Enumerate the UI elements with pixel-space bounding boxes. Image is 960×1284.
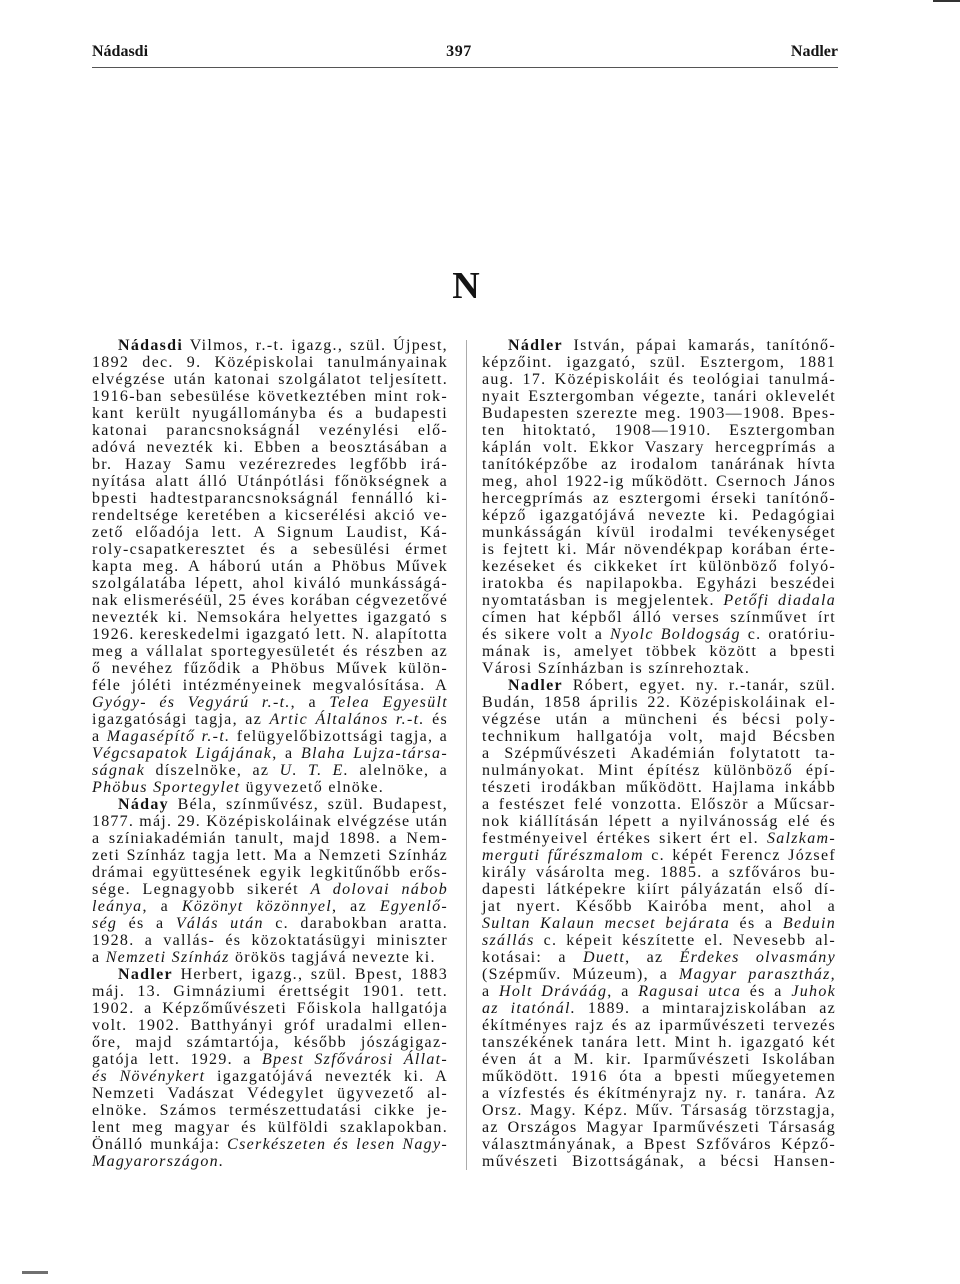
text-run: , az (625, 949, 680, 966)
text-line (92, 1017, 448, 1034)
entry-headword: Nadler (508, 677, 563, 694)
italic-title: Phöbus Sportegylet (92, 779, 241, 796)
text-line (482, 728, 836, 745)
text-run: kant került nyugállományba és a budapesti (92, 405, 448, 422)
text-run: és (424, 711, 449, 728)
text-run: dapesti látképekre kiírt pályázatán első dí- (482, 881, 836, 898)
line-content (118, 337, 448, 354)
italic-title: Cserkészeten és lesen Nagy- (227, 1136, 448, 1153)
text-line (482, 966, 836, 983)
text-run: Béla, színművész, szül. Budapest, (168, 796, 448, 813)
text-run: roly-csapatkeresztet és a sebesülési érmet (92, 541, 448, 558)
text-line (92, 524, 448, 541)
text-line (92, 898, 448, 915)
text-run: c. oratóriu- (740, 626, 837, 643)
text-run: nyomtatásban is megjelentek. (482, 592, 724, 609)
right-column (482, 337, 836, 1170)
text-line (92, 796, 448, 813)
line-content (92, 728, 448, 745)
line-content (482, 1000, 836, 1017)
text-line (482, 677, 836, 694)
text-line (92, 983, 448, 1000)
line-content (482, 983, 836, 1000)
text-run: a Szépművészeti Akadémián folytatott ta- (482, 745, 836, 762)
text-line (482, 1085, 836, 1102)
text-line (482, 915, 836, 932)
text-run: adóvá nevezték ki. Ebben a beosztásában a (92, 439, 448, 456)
text-run: rendeltsége keretében a kicserélési akció ve- (92, 507, 448, 524)
section-letter: N (452, 265, 480, 307)
dictionary-entry (92, 966, 448, 1170)
text-run: a (482, 983, 500, 1000)
italic-title: Érdekes olvasmány (679, 949, 836, 966)
dictionary-entry (482, 337, 836, 677)
text-line (482, 405, 836, 422)
italic-title: ságnak (92, 762, 146, 779)
italic-title: A dolovai nábob (310, 881, 448, 898)
text-run: és a (117, 915, 176, 932)
italic-title: Juhok (791, 983, 837, 1000)
text-line (92, 1085, 448, 1102)
text-line (482, 388, 836, 405)
line-content (482, 966, 836, 983)
italic-title: Válás után (175, 915, 264, 932)
text-line (482, 490, 836, 507)
text-line (92, 813, 448, 830)
text-line (92, 949, 448, 966)
text-line (482, 796, 836, 813)
entry-headword: Náday (118, 796, 169, 813)
text-run: a vízfestés és ékítményrajz ny. r. tanára. Az (482, 1085, 836, 1102)
text-line (92, 422, 448, 439)
text-run: 1928. a vallás- és közoktatásügyi miniszter (92, 932, 448, 949)
line-content (92, 694, 448, 711)
text-line (482, 337, 836, 354)
text-run: nak elismeréséül, 25 éves korában cégvezetővé (92, 592, 448, 609)
text-line (482, 456, 836, 473)
text-line (482, 898, 836, 915)
text-run: címen hat képből álló verses színművet írt (482, 609, 836, 626)
text-line (92, 1000, 448, 1017)
text-run: ő nevéhez fűződik a Phöbus Művek külön- (92, 660, 448, 677)
italic-title: Bpest Szfővárosi Állat- (262, 1051, 448, 1068)
text-run: munkásságán kívül irodalmi tevékenységet (482, 524, 836, 541)
text-line (482, 1051, 836, 1068)
text-run: képzőint. igazgató, szül. Esztergom, 1881 (482, 354, 836, 371)
text-line (92, 643, 448, 660)
text-line (92, 1051, 448, 1068)
text-line (482, 932, 836, 949)
text-run: Önálló munkája: (92, 1136, 228, 1153)
text-run: iratokba és napilapokba. Egyházi beszédei (482, 575, 836, 592)
line-content (482, 915, 836, 932)
text-line (92, 966, 448, 983)
text-run: c. képeit készítette el. Nevesebb al- (534, 932, 836, 949)
text-run: és a (741, 983, 792, 1000)
text-run: technikum hallgatója volt, majd Bécsben (482, 728, 836, 745)
text-run: 1926. kereskedelmi igazgató lett. N. alapította (92, 626, 448, 643)
text-line (92, 745, 448, 762)
line-content (92, 915, 448, 932)
text-line (92, 626, 448, 643)
running-header-right-word: Nadler (790, 43, 838, 60)
text-line (482, 1000, 836, 1017)
italic-title: Sultan Kalaun mecset bejárata (482, 915, 731, 932)
text-run: 1889. a mintarajziskolában az (576, 1000, 836, 1017)
line-content (508, 337, 836, 354)
text-run: br. Hazay Samu vezérezredes legfőbb irá- (92, 456, 448, 473)
text-line (482, 1136, 836, 1153)
line-content (92, 881, 448, 898)
text-run: kotásai: a (482, 949, 584, 966)
text-line (92, 864, 448, 881)
italic-title: Holt Dráváág (499, 983, 608, 1000)
text-run: (Szépműv. Múzeum), a (482, 966, 680, 983)
text-line (482, 1102, 836, 1119)
text-line (92, 558, 448, 575)
text-run: őre, majd számtartója, később jószágigaz- (92, 1034, 448, 1051)
text-line (482, 507, 836, 524)
text-line (482, 813, 836, 830)
text-run: 1916-ban sebesülése következtében mint rok- (92, 388, 448, 405)
text-run: király vásárolta meg. 1885. a szfőváros bu- (482, 864, 836, 881)
text-line (92, 507, 448, 524)
text-line (92, 609, 448, 626)
italic-title: és Növénykert (92, 1068, 206, 1085)
text-run: felügyelőbizottsági tagja, a (230, 728, 449, 745)
text-line (92, 337, 448, 354)
text-run: a (92, 728, 107, 745)
text-line (92, 677, 448, 694)
text-line (482, 864, 836, 881)
line-content (482, 932, 836, 949)
text-line (482, 762, 836, 779)
text-run: tészeti irodákban működött. Hajlama inkább (482, 779, 836, 796)
italic-title: Telea Egyesült (329, 694, 448, 711)
text-run: elvégzése után katonai szolgálatot teljesített. (92, 371, 448, 388)
text-run: tanítóképzőbe az irodalom tanárának hívta (482, 456, 836, 473)
text-line (92, 1102, 448, 1119)
text-line (482, 1119, 836, 1136)
italic-title: Petőfi diadala (723, 592, 836, 609)
text-line (92, 456, 448, 473)
text-run: féle jóléti intézményeinek megvalósítása. A (92, 677, 448, 694)
text-run: ten hitoktató, 1908—1910. Esztergomban (482, 422, 836, 439)
text-line (482, 1017, 836, 1034)
line-content (482, 830, 836, 847)
text-run: Budán, 1858 április 22. Középiskoláinak el- (482, 694, 836, 711)
text-line (92, 932, 448, 949)
italic-title: ség (92, 915, 118, 932)
italic-title: az itatónál. (482, 1000, 577, 1017)
text-line (92, 728, 448, 745)
text-line (482, 439, 836, 456)
text-line (482, 643, 836, 660)
text-line (92, 541, 448, 558)
line-content (92, 711, 448, 728)
line-content (92, 762, 448, 779)
text-run: meg, ahol 1922-ig működött. Csernoch János (482, 473, 836, 490)
text-line (92, 405, 448, 422)
text-line (482, 660, 836, 677)
text-run: mának is, amelyet többek között a bpesti (482, 643, 836, 660)
text-run: , a (290, 694, 330, 711)
text-line (482, 830, 836, 847)
text-run: díszelnöke, az (145, 762, 280, 779)
text-run: , a (607, 983, 639, 1000)
italic-title: Egyenlő- (379, 898, 448, 915)
text-line (92, 1153, 448, 1170)
text-run: Róbert, egyet. ny. r.-tanár, szül. (562, 677, 836, 694)
italic-title: Nemzeti Színház (105, 949, 230, 966)
text-line (92, 575, 448, 592)
text-line (482, 575, 836, 592)
text-line (482, 541, 836, 558)
line-content (92, 1051, 448, 1068)
text-run: szolgálatába lépett, ahol kiváló munkásságá- (92, 575, 448, 592)
text-run: festményeivel értékes sikert ért el. (482, 830, 767, 847)
text-run: alelnöke, a (349, 762, 448, 779)
text-run: 1902. a Képzőművészeti Főiskola hallgatója (92, 1000, 448, 1017)
text-run: nyait Esztergomban végezte, tanári oklevelét (482, 388, 836, 405)
text-run: választmányának, a Bpest Szfőváros Képző- (482, 1136, 836, 1153)
text-run: ékítményes rajz és az iparművészeti tervezés (482, 1017, 836, 1034)
italic-title: Salzkam- (766, 830, 836, 847)
text-run: nevezték ki. Nemsokára helyettes igazgató s (92, 609, 448, 626)
line-content (92, 745, 448, 762)
text-run: c. darabokban aratta. (263, 915, 449, 932)
text-run: és sikere volt a (482, 626, 610, 643)
italic-title: Blaha Lujza-társa- (300, 745, 448, 762)
text-line (482, 1068, 836, 1085)
text-run: máj. 13. Gimnáziumi érettségit 1901. tett. (92, 983, 448, 1000)
text-line (482, 847, 836, 864)
text-run: kezéseket és cikkeket írt különböző folyó- (482, 558, 836, 575)
italic-title: Magyar parasztház, (679, 966, 836, 983)
text-run: művészeti Bizottságának, a bécsi Hansen- (482, 1153, 836, 1170)
entry-headword: Nádler (508, 337, 563, 354)
text-line (92, 881, 448, 898)
text-line (482, 745, 836, 762)
italic-title: szállás (482, 932, 535, 949)
text-line (92, 660, 448, 677)
text-line (482, 881, 836, 898)
text-line (482, 1034, 836, 1051)
text-run: aug. 17. Középiskoláit és teológiai tanulmá- (482, 371, 836, 388)
text-line (482, 1153, 836, 1170)
text-run: gatója lett. 1929. a (92, 1051, 262, 1068)
italic-title: Ragusai utca (638, 983, 742, 1000)
text-run: igazgatósági tagja, az (92, 711, 270, 728)
text-line (482, 371, 836, 388)
text-run: bpesti hadtestparancsnokságnál fennálló ki- (92, 490, 448, 507)
text-run: sége. Legnagyobb sikerét (92, 881, 311, 898)
text-run: drámai együttesének egyik legkitűnőbb erős- (92, 864, 448, 881)
text-run: tanszékének tanára lett. Mint h. igazgató két (482, 1034, 836, 1051)
scan-mark (22, 1271, 48, 1274)
text-line (92, 847, 448, 864)
text-line (92, 711, 448, 728)
italic-title: U. T. E. (279, 762, 350, 779)
text-run: katonai parancsnokságnál vezénylési elő- (92, 422, 448, 439)
text-run: a színiakadémián tanult, majd 1898. a Nem- (92, 830, 448, 847)
text-run: és a (730, 915, 783, 932)
text-line (92, 915, 448, 932)
italic-title: Artic Általános r.-t. (269, 711, 425, 728)
dictionary-entry (92, 337, 448, 796)
text-run: c. képét Ferencz József (643, 847, 836, 864)
text-run: zető előadója lett. A Signum Laudist, Ká- (92, 524, 448, 541)
header-rule (92, 67, 838, 68)
scan-mark (933, 0, 960, 2)
text-run: elnöke. Számos természettudatási cikke je- (92, 1102, 448, 1119)
text-run: jat nyert. Később Kairóba ment, ahol a (482, 898, 836, 915)
italic-title: Magyarországon. (92, 1153, 225, 1170)
entry-headword: Nadler (118, 966, 173, 983)
text-run: hercegprímás az esztergomi érseki tanítónő- (482, 490, 836, 507)
text-line (92, 388, 448, 405)
text-run: Herbert, igazg., szül. Bpest, 1883 (172, 966, 448, 983)
line-content (482, 847, 836, 864)
text-run: örökös tagjává nevezte ki. (229, 949, 436, 966)
text-line (92, 490, 448, 507)
text-run: éven át a M. kir. Iparművészeti Iskolában (482, 1051, 836, 1068)
text-run: működött. 1916 óta a bpesti műegyetemen (482, 1068, 836, 1085)
text-line (482, 524, 836, 541)
text-line (92, 439, 448, 456)
text-line (482, 949, 836, 966)
text-run: is fejtett ki. Már növendékpap korában érte- (482, 541, 836, 558)
italic-title: Gyógy- és Vegyárú r.-t. (92, 694, 291, 711)
text-run: Nemzeti Vadászat Védegylet ügyvezető al- (92, 1085, 448, 1102)
line-content (92, 949, 436, 966)
line-content (92, 1136, 448, 1153)
text-run: , a (142, 898, 182, 915)
line-content (92, 1068, 448, 1085)
text-run: Vilmos, r.-t. igazg., szül. Újpest, (183, 337, 448, 354)
text-line (482, 473, 836, 490)
dictionary-entry (92, 796, 448, 966)
italic-title: leánya (92, 898, 143, 915)
dictionary-entry (482, 677, 836, 1170)
text-line (92, 694, 448, 711)
text-run: lent meg magyar és külföldi szaklapokban. (92, 1119, 448, 1136)
text-line (92, 1068, 448, 1085)
line-content (482, 949, 836, 966)
line-content (118, 966, 448, 983)
text-run: volt. 1902. Batthyányi gróf uradalmi ellen- (92, 1017, 448, 1034)
text-run: Városi Színházban is színrehoztak. (482, 660, 751, 677)
line-content (118, 796, 448, 813)
italic-title: Végcsapatok Ligájának (92, 745, 273, 762)
entry-headword: Nádasdi (118, 337, 184, 354)
italic-title: Nyolc Boldogság (609, 626, 741, 643)
page-number: 397 (446, 43, 472, 60)
italic-title: Duett (583, 949, 626, 966)
running-header-left-word: Nádasdi (92, 43, 149, 60)
text-line (92, 592, 448, 609)
text-line (92, 779, 448, 796)
text-line (482, 422, 836, 439)
text-run: nyítása alatt álló Utánpótlási főnökségnek a (92, 473, 448, 490)
text-line (482, 779, 836, 796)
line-content (92, 898, 448, 915)
line-content (92, 1153, 224, 1170)
text-line (482, 558, 836, 575)
text-run: végzése után a müncheni és bécsi poly- (482, 711, 836, 728)
line-content (482, 626, 836, 643)
text-line (92, 1119, 448, 1136)
italic-title: Közönyt közönnyel (181, 898, 332, 915)
text-run: igazgatójává nevezték ki. A (205, 1068, 448, 1085)
text-run: Orsz. Magy. Képz. Műv. Társaság törzstagja, (482, 1102, 836, 1119)
text-run: káplán volt. Ekkor Vaszary hercegprímás a (482, 439, 836, 456)
text-run: , a (272, 745, 301, 762)
text-run: , az (332, 898, 380, 915)
text-line (92, 830, 448, 847)
text-run: Budapesten szerezte meg. 1903—1908. Bpes- (482, 405, 836, 422)
line-content (482, 592, 836, 609)
text-line (482, 354, 836, 371)
text-line (482, 609, 836, 626)
text-run: nok kiállításán lépett a nyilvánosság elé és (482, 813, 836, 830)
italic-title: merguti fűrészmalom (482, 847, 644, 864)
line-content (92, 779, 384, 796)
text-run: az Országos Magyar Iparművészeti Társaság (482, 1119, 836, 1136)
text-line (482, 711, 836, 728)
text-run: a festészet felé vonzotta. Először a Műcsar- (482, 796, 836, 813)
line-content (508, 677, 836, 694)
text-run: zeti Színház tagja lett. Ma a Nemzeti Színház (92, 847, 448, 864)
italic-title: Magasépítő r.-t. (106, 728, 231, 745)
text-line (92, 1136, 448, 1153)
text-line (482, 694, 836, 711)
text-run: ügyvezető elnöke. (240, 779, 385, 796)
text-run: nulmányokat. Mint építész különböző épí- (482, 762, 836, 779)
text-run: 1892 dec. 9. Középiskolai tanulmányainak (92, 354, 448, 371)
left-column (92, 337, 448, 1170)
text-run: meg a vállalat sportegyesületét és részben az (92, 643, 448, 660)
text-run: a (92, 949, 106, 966)
text-line (92, 1034, 448, 1051)
text-line (92, 762, 448, 779)
text-run: 1877. máj. 29. Középiskoláinak elvégzése után (92, 813, 448, 830)
text-run: képző igazgatójává nevezte ki. Pedagógiai (482, 507, 836, 524)
text-line (482, 626, 836, 643)
text-run: kapta meg. A háború után a Phöbus Művek (92, 558, 448, 575)
text-line (92, 473, 448, 490)
text-run: István, pápai kamarás, tanítónő- (562, 337, 836, 354)
text-line (92, 371, 448, 388)
column-divider (466, 340, 467, 1170)
text-line (92, 354, 448, 371)
italic-title: Beduin (782, 915, 836, 932)
text-line (482, 592, 836, 609)
text-line (482, 983, 836, 1000)
